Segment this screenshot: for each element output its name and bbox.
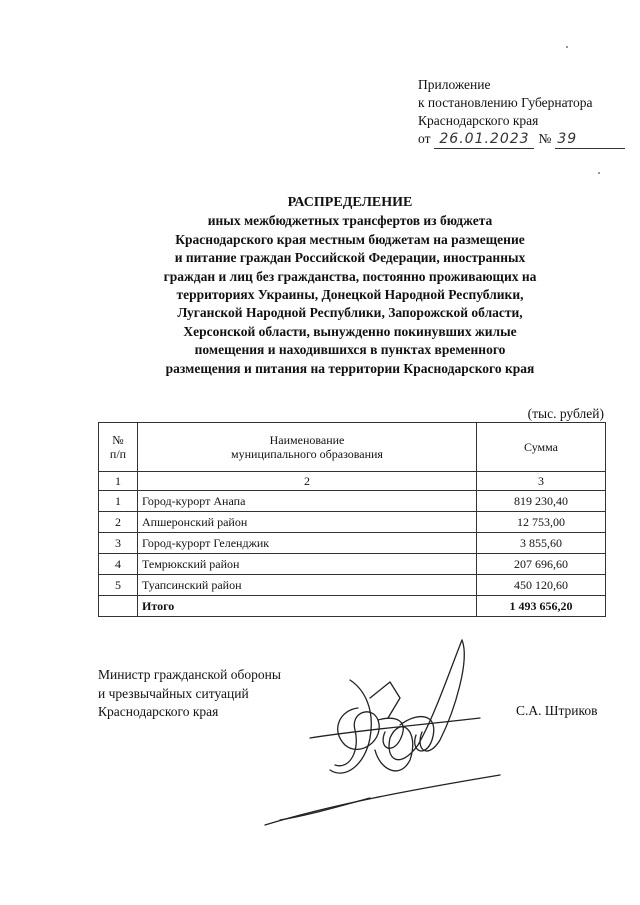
index-cell: 3 bbox=[477, 472, 606, 491]
position-line: и чрезвычайных ситуаций bbox=[98, 685, 249, 701]
handwritten-signature bbox=[250, 620, 510, 830]
table-total-row bbox=[99, 596, 606, 617]
appendix-date-row bbox=[418, 130, 628, 149]
position-line: Министр гражданской обороны bbox=[98, 667, 281, 682]
row-amount: 207 696,60 bbox=[477, 554, 606, 575]
header-name bbox=[138, 423, 477, 472]
appendix-line-2: к постановлению Губернатора bbox=[418, 95, 593, 110]
row-number: 5 bbox=[99, 575, 138, 596]
row-name: Город-курорт Геленджик bbox=[138, 533, 477, 554]
table-row bbox=[99, 554, 606, 575]
header-sum: Сумма bbox=[477, 423, 606, 472]
appendix-line-3: Краснодарского края bbox=[418, 113, 539, 128]
header-number-line2: п/п bbox=[109, 447, 127, 461]
table-row bbox=[99, 491, 606, 512]
row-amount: 12 753,00 bbox=[477, 512, 606, 533]
header-name-line1: Наименование bbox=[269, 433, 345, 447]
row-number: 2 bbox=[99, 512, 138, 533]
table-row bbox=[99, 512, 606, 533]
row-amount: 3 855,60 bbox=[477, 533, 606, 554]
number-prefix: № bbox=[538, 131, 552, 146]
title-line: помещения и находившихся в пунктах временного bbox=[194, 342, 506, 358]
row-name: Темрюкский район bbox=[138, 554, 477, 575]
row-number: 1 bbox=[99, 491, 138, 512]
title-line: территориях Украины, Донецкой Народной Республики, bbox=[176, 287, 524, 303]
row-name: Апшеронский район bbox=[138, 512, 477, 533]
table-row bbox=[99, 533, 606, 554]
scan-speck bbox=[566, 46, 568, 48]
title-line: граждан и лиц без гражданства, постоянно проживающих на bbox=[163, 268, 537, 284]
document-title bbox=[120, 194, 580, 378]
title-line: Краснодарского края местным бюджетам на размещение bbox=[175, 231, 525, 247]
title-line: иных межбюджетных трансфертов из бюджета bbox=[207, 213, 493, 229]
date-prefix: от bbox=[418, 131, 431, 146]
table-row bbox=[99, 575, 606, 596]
scan-speck bbox=[598, 172, 600, 174]
title-line: и питание граждан Российской Федерации, иностранных bbox=[174, 250, 526, 266]
title-line: Луганской Народной Республики, Запорожской области, bbox=[177, 305, 523, 321]
distribution-table bbox=[98, 422, 606, 617]
total-number-cell bbox=[99, 596, 138, 617]
index-cell: 2 bbox=[138, 472, 477, 491]
row-number: 4 bbox=[99, 554, 138, 575]
table-index-row bbox=[99, 472, 606, 491]
position-line: Краснодарского края bbox=[98, 704, 219, 719]
total-amount: 1 493 656,20 bbox=[477, 596, 606, 617]
title-line: Херсонской области, вынужденно покинувших жилые bbox=[183, 323, 517, 339]
row-name: Туапсинский район bbox=[138, 575, 477, 596]
date-value: 26.01.2023 bbox=[434, 130, 534, 149]
units-label: (тыс. рублей) bbox=[527, 406, 604, 421]
row-amount: 819 230,40 bbox=[477, 491, 606, 512]
appendix-block bbox=[418, 76, 628, 149]
title-line: размещения и питания на территории Краснодарского края bbox=[165, 360, 535, 376]
number-value: 39 bbox=[555, 130, 625, 149]
row-name: Город-курорт Анапа bbox=[138, 491, 477, 512]
table-header-row bbox=[99, 423, 606, 472]
signatory-name: С.А. Штриков bbox=[516, 703, 598, 718]
index-cell: 1 bbox=[99, 472, 138, 491]
header-number bbox=[99, 423, 138, 472]
row-amount: 450 120,60 bbox=[477, 575, 606, 596]
title-main: РАСПРЕДЕЛЕНИЕ bbox=[287, 195, 413, 210]
appendix-line-1: Приложение bbox=[418, 77, 491, 92]
header-number-line1: № bbox=[112, 433, 124, 447]
row-number: 3 bbox=[99, 533, 138, 554]
header-name-line2: муниципального образования bbox=[231, 447, 383, 461]
total-label: Итого bbox=[138, 596, 477, 617]
